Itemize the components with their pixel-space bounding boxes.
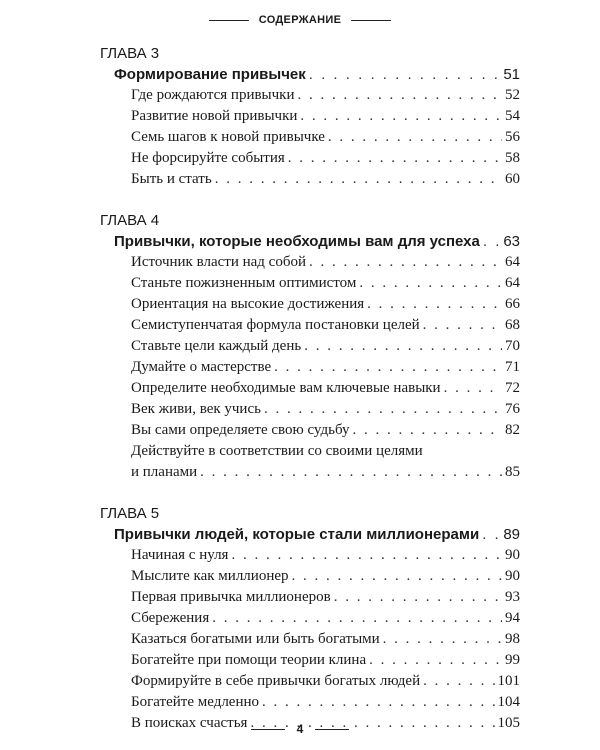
toc-entry[interactable] [100, 608, 520, 629]
entry-page: 63 [503, 233, 520, 250]
entry-title: Богатейте медленно [131, 694, 260, 710]
entry-page: 99 [505, 652, 520, 668]
dot-leader [212, 608, 502, 629]
dot-leader [369, 650, 502, 671]
entry-page: 68 [505, 317, 520, 333]
entry-title: Семиступенчатая формула постановки целей [131, 317, 420, 333]
toc-entry[interactable] [100, 85, 520, 106]
entry-title: Быть и стать [131, 171, 212, 187]
toc-entry[interactable] [100, 671, 520, 692]
entry-title: Формируйте в себе привычки богатых людей [131, 673, 421, 689]
toc-entry[interactable] [100, 399, 520, 420]
entry-page: 58 [505, 150, 520, 166]
page-footer [0, 722, 600, 736]
entry-title: Ориентация на высокие достижения [131, 296, 365, 312]
chapter-5 [100, 504, 520, 734]
dot-leader [423, 315, 502, 336]
dot-leader [304, 336, 502, 357]
toc-entry[interactable] [100, 169, 520, 190]
dot-leader [353, 420, 502, 441]
running-header [0, 14, 600, 26]
entry-page: 82 [505, 422, 520, 438]
entry-page: 60 [505, 171, 520, 187]
entry-title: Начиная с нуля [131, 547, 229, 563]
toc-entry[interactable] [100, 545, 520, 566]
footer-rule-right [315, 729, 349, 730]
toc-entry[interactable] [100, 692, 520, 713]
entry-title: Семь шагов к новой привычке [131, 129, 325, 145]
chapter-4 [100, 211, 520, 483]
entry-page: 66 [505, 296, 520, 312]
entry-page: 70 [505, 338, 520, 354]
toc-entry[interactable] [100, 650, 520, 671]
entry-page: 56 [505, 129, 520, 145]
dot-leader [298, 85, 503, 106]
toc-entry[interactable] [100, 566, 520, 587]
dot-leader [359, 273, 502, 294]
dot-leader [483, 231, 500, 252]
chapter-title-entry[interactable] [100, 231, 520, 252]
toc-entry[interactable] [100, 252, 520, 273]
entry-title: Где рождаются привычки [131, 87, 295, 103]
entry-title: В поисках счастья [131, 715, 248, 731]
dot-leader [482, 524, 500, 545]
toc-entry[interactable] [100, 294, 520, 315]
toc-entry[interactable] [100, 587, 520, 608]
chapter-title-entry[interactable] [100, 524, 520, 545]
entry-page: 64 [505, 275, 520, 291]
entry-page: 64 [505, 254, 520, 270]
entry-title: Первая привычка миллионеров [131, 589, 331, 605]
dot-leader [215, 169, 502, 190]
entry-page: 51 [503, 66, 520, 83]
dot-leader [264, 399, 502, 420]
dot-leader [444, 378, 502, 399]
dot-leader [309, 252, 502, 273]
chapter-label: ГЛАВА 5 [100, 505, 160, 522]
entry-title: Вы сами определяете свою судьбу [131, 422, 350, 438]
entry-title-line1: Действуйте в соответствии со своими целями [131, 443, 423, 459]
toc-entry[interactable] [100, 127, 520, 148]
dot-leader [200, 462, 502, 483]
entry-title-line2: и планами [131, 464, 198, 480]
dot-leader [262, 692, 494, 713]
entry-page: 72 [505, 380, 520, 396]
entry-title: Век живи, век учись [131, 401, 261, 417]
page-number: 4 [296, 722, 304, 736]
toc-entry[interactable] [100, 378, 520, 399]
entry-page: 71 [505, 359, 520, 375]
entry-title: Станьте пожизненным оптимистом [131, 275, 357, 291]
entry-title: Привычки людей, которые стали миллионерами [114, 526, 480, 543]
entry-page: 104 [497, 694, 520, 710]
entry-page: 98 [505, 631, 520, 647]
toc-entry[interactable] [100, 315, 520, 336]
entry-title: Мыслите как миллионер [131, 568, 289, 584]
entry-title: Думайте о мастерстве [131, 359, 272, 375]
header-rule-left [209, 20, 249, 21]
entry-title: Формирование привычек [114, 66, 306, 83]
chapter-3 [100, 44, 520, 190]
entry-title: Казаться богатыми или быть богатыми [131, 631, 380, 647]
dot-leader [309, 64, 501, 85]
dot-leader [292, 566, 502, 587]
dot-leader [328, 127, 502, 148]
toc-entry[interactable] [100, 420, 520, 441]
entry-title: Источник власти над собой [131, 254, 306, 270]
chapter-title-entry[interactable] [100, 64, 520, 85]
entry-title: Богатейте при помощи теории клина [131, 652, 367, 668]
entry-page: 52 [505, 87, 520, 103]
dot-leader [367, 294, 502, 315]
entry-title: Определите необходимые вам ключевые навыки [131, 380, 441, 396]
entry-page: 90 [505, 568, 520, 584]
dot-leader [231, 545, 502, 566]
toc-entry[interactable] [100, 148, 520, 169]
entry-page: 89 [503, 526, 520, 543]
toc-entry-multiline-last[interactable] [100, 462, 520, 483]
entry-page: 90 [505, 547, 520, 563]
dot-leader [334, 587, 502, 608]
entry-page: 94 [505, 610, 520, 626]
entry-title: Развитие новой привычки [131, 108, 298, 124]
toc-entry-multiline-first[interactable] [100, 441, 520, 462]
header-rule-right [351, 20, 391, 21]
dot-leader [288, 148, 502, 169]
entry-title: Сбережения [131, 610, 210, 626]
toc-entry[interactable] [100, 273, 520, 294]
dot-leader [383, 629, 502, 650]
toc-entry[interactable] [100, 629, 520, 650]
toc-entry[interactable] [100, 336, 520, 357]
dot-leader [423, 671, 494, 692]
chapter-label: ГЛАВА 4 [100, 212, 160, 229]
toc-entry[interactable] [100, 106, 520, 127]
entry-title: Ставьте цели каждый день [131, 338, 302, 354]
entry-page: 105 [497, 715, 520, 731]
header-title: СОДЕРЖАНИЕ [258, 14, 342, 26]
entry-page: 85 [505, 464, 520, 480]
entry-page: 93 [505, 589, 520, 605]
footer-rule-left [251, 729, 285, 730]
chapter-label: ГЛАВА 3 [100, 45, 160, 62]
entry-title: Привычки, которые необходимы вам для успеха [114, 233, 480, 250]
entry-page: 101 [497, 673, 520, 689]
entry-title: Не форсируйте события [131, 150, 285, 166]
entry-page: 54 [505, 108, 520, 124]
dot-leader [274, 357, 502, 378]
dot-leader [300, 106, 502, 127]
toc-entry[interactable] [100, 357, 520, 378]
entry-page: 76 [505, 401, 520, 417]
table-of-contents [100, 44, 520, 734]
